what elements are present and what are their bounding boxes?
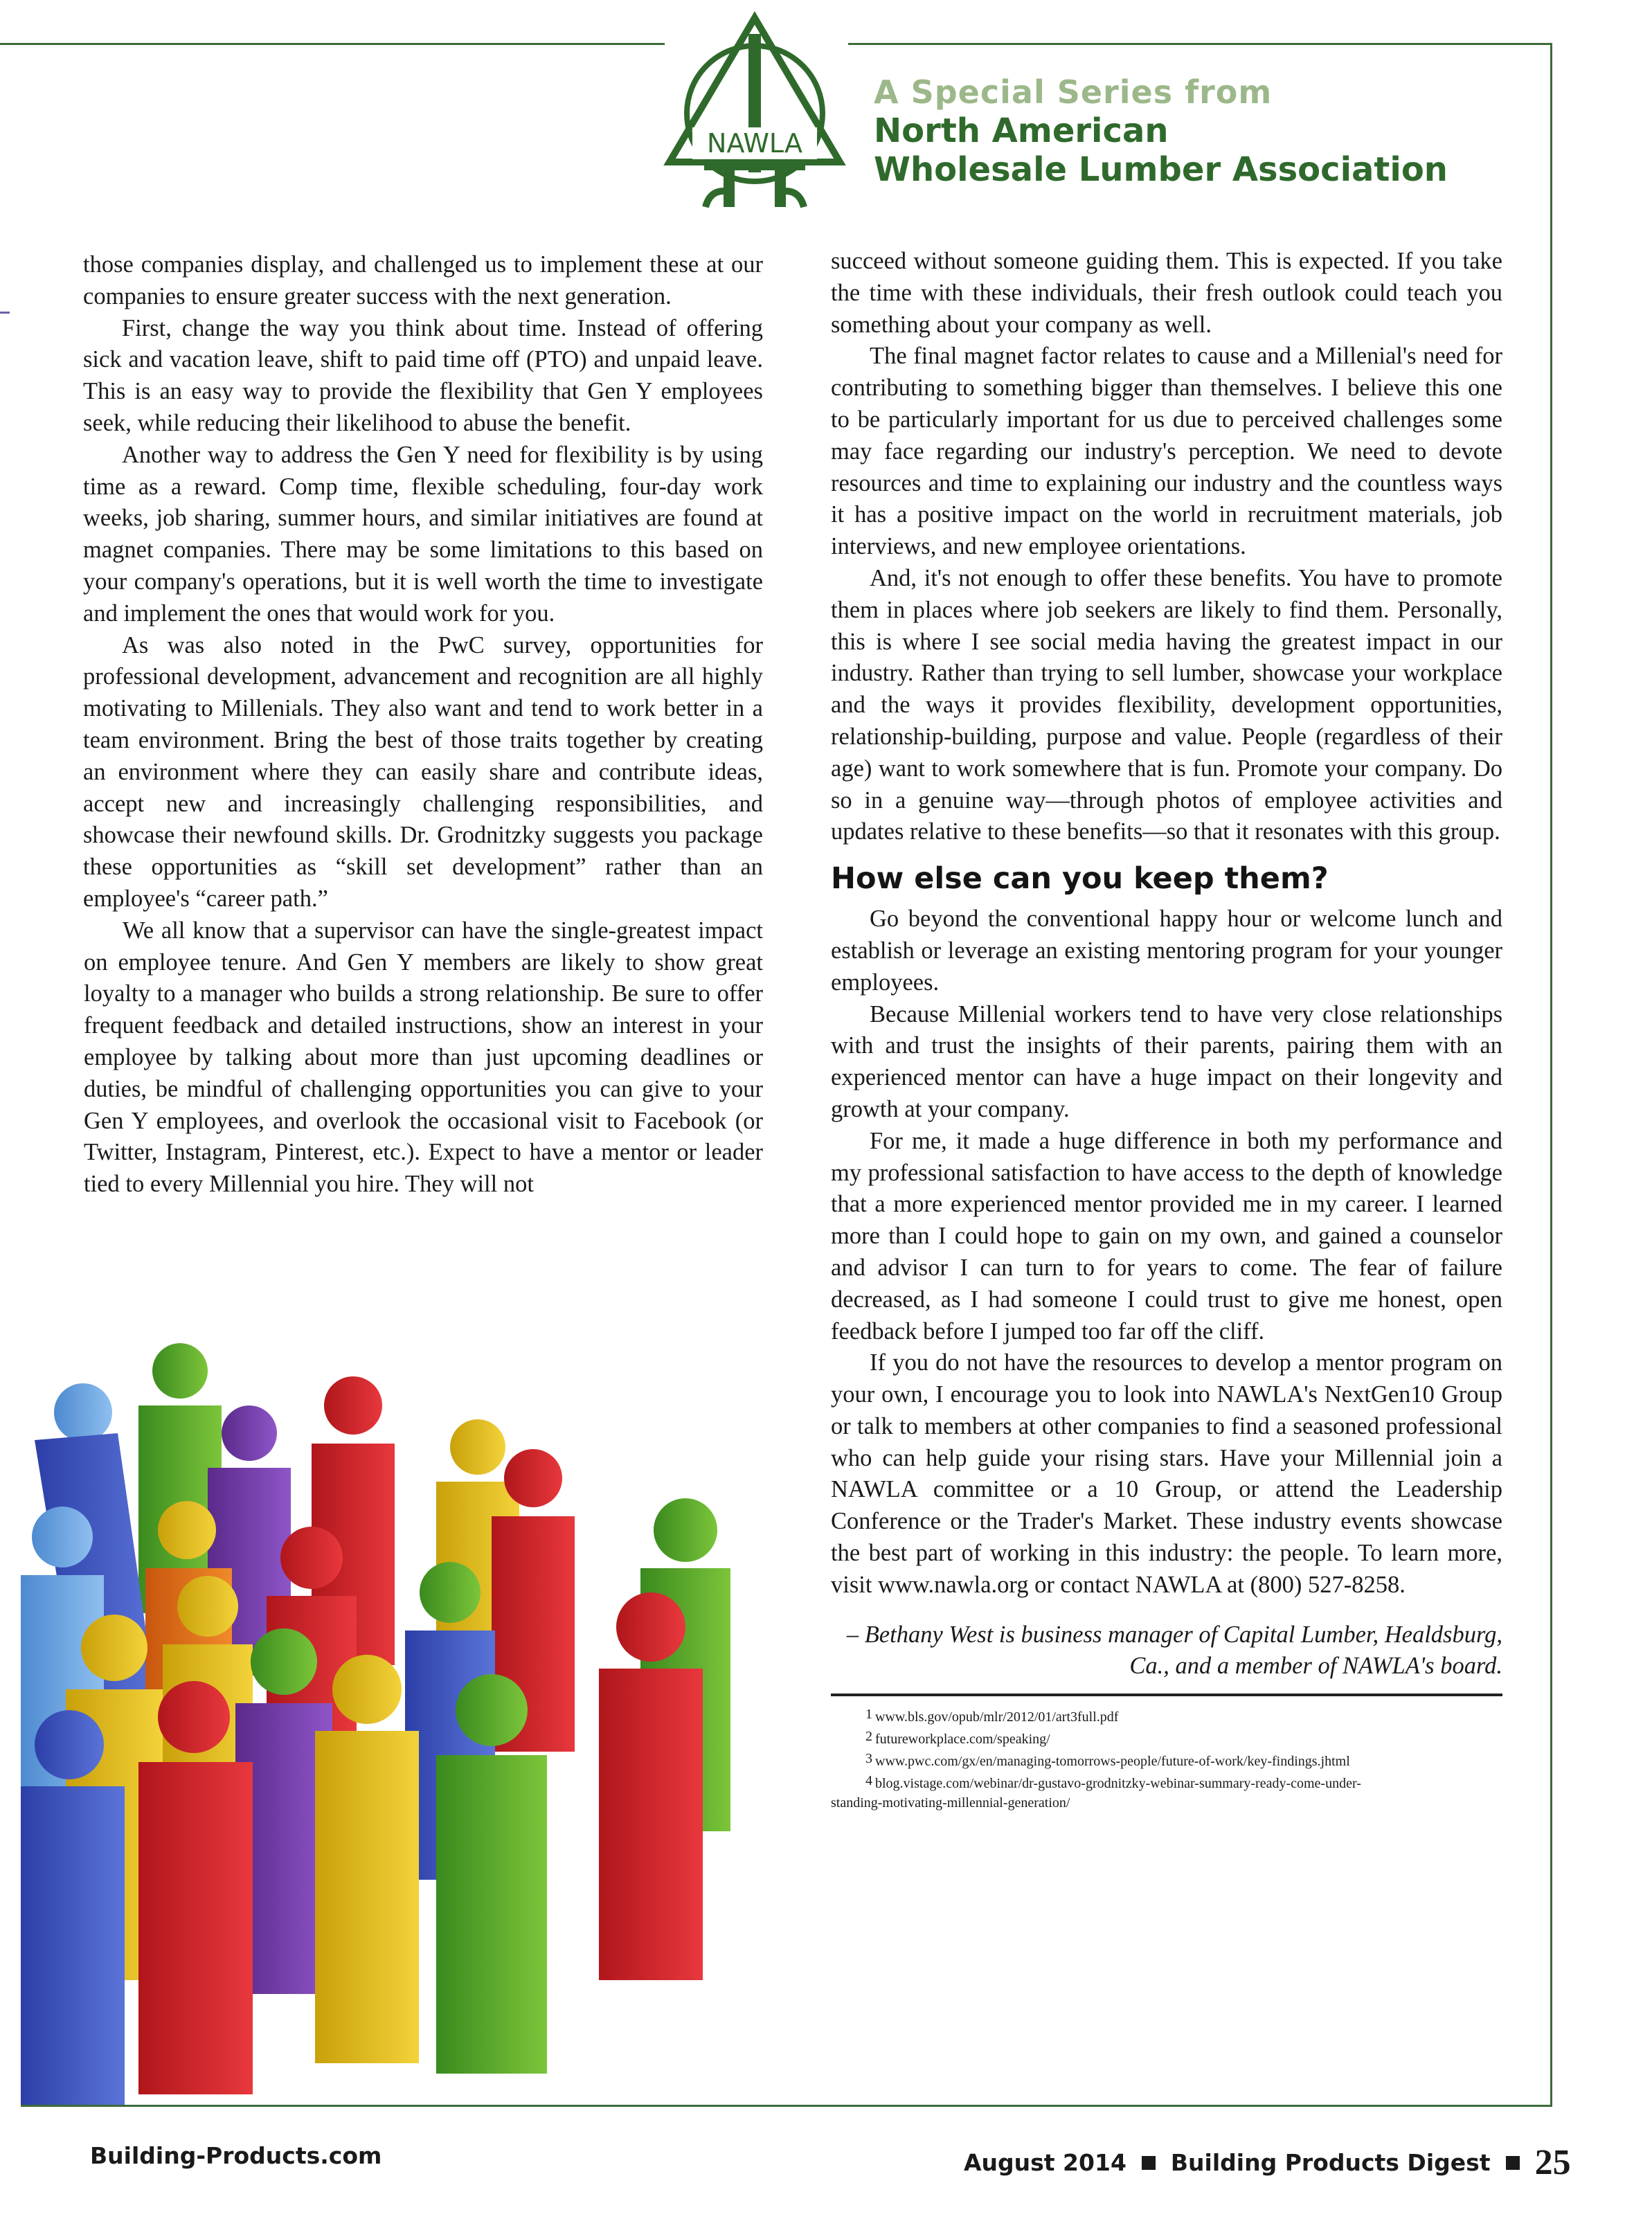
footnote-rule xyxy=(831,1694,1502,1696)
frame-rule-right xyxy=(1550,43,1552,2105)
footer-website: Building-Products.com xyxy=(90,2142,382,2169)
series-line-2: North American xyxy=(874,111,1169,150)
left-column xyxy=(83,249,763,1387)
figure-front-row xyxy=(21,1592,703,2105)
right-column xyxy=(831,246,1502,1813)
right-paragraph-6: For me, it made a huge difference in both my performance and my professional satisfaction to have access to the depth of knowledge that a more experienced mentor provided me in my career. I learned more than I could hope to gain on my own, and gained a counselor and advisor I can turn to for years to come. The fear of failure decreased, as I had someone I could trust to give me honest, open feedback before I jumped too far off the cliff. xyxy=(831,1127,1502,1345)
footer-publication: Building Products Digest xyxy=(1170,2149,1491,2176)
footnote-2-link[interactable]: futureworkplace.com/speaking/ xyxy=(875,1732,1050,1748)
right-paragraph-4: Go beyond the conventional happy hour or welcome lunch and establish or leverage an existing mentoring program for your younger employees. xyxy=(831,906,1502,996)
right-paragraph-2: The final magnet factor relates to cause and a Millenial's need for contributing to something bigger than themselves. I believe this one to be particularly important for us due to perceived challenges some may face regarding our industry's perception. We need to devote resources and time to explaining our industry and the countless ways it has a positive impact on the world in recruitment materials, job interviews, and new employee orientations. xyxy=(831,343,1502,560)
square-bullet-icon xyxy=(1142,2156,1156,2170)
nawla-logo-icon xyxy=(661,10,848,210)
left-paragraph-2: First, change the way you think about time. Instead of offering sick and vacation leave, shift to paid time off (PTO) and unpaid leave. This is an easy way to provide the flexibility that Gen Y employees seek, while reducing their likelihood to abuse the benefit. xyxy=(83,314,763,436)
left-paragraph-4: As was also noted in the PwC survey, opportunities for professional development, advancement and recognition are all highly motivating to Millenials. They also want and tend to work better in a team environment. Bring the best of those traits together by creating an environment where they can easily share and contribute ideas, accept new and increasingly challenging responsibilities, and showcase their newfound skills. Dr. Grodnitzky suggests you package these opportunities as “skill set development” rather than an employee's “career path.” xyxy=(83,631,763,912)
left-paragraph-3: Another way to address the Gen Y need for flexibility is by using time as a reward. Comp time, flexible scheduling, four-day work weeks, job sharing, summer hours, and similar initiatives are found at magnet companies. There may be some limitations to this based on your company's operations, but it is well worth the time to investigate and implement the ones that would work for you. xyxy=(83,441,763,627)
footnote-1: $^1$ www.bls.gov/opub/mlr/2012/01/art3full.pdf xyxy=(865,1707,1119,1725)
series-header xyxy=(874,73,1448,189)
page-number: 25 xyxy=(1534,2143,1571,2182)
footnote-4: $^4$ blog.vistage.com/webinar/dr-gustavo-grodnitzky-webinar-summary-ready-come-under- xyxy=(865,1773,1361,1792)
right-paragraph-3: And, it's not enough to offer these benefits. You have to promote them in places where job seekers are likely to find them. Personally, this is where I see social media having the greatest impact in our industry. Rather than trying to sell lumber, showcase your workplace and the ways it provides flexibility, development opportunities, relationship-building, purpose and value. People (regardless of their age) want to work somewhere that is fun. Promote your company. Do so in a genuine way—through photos of employee activities and updates relative to these benefits—so that it resonates with this group. xyxy=(831,564,1502,845)
people-figures-illustration xyxy=(21,1329,755,2105)
square-bullet-icon xyxy=(1506,2156,1520,2170)
footnote-2: $^2$ futureworkplace.com/speaking/ xyxy=(865,1729,1050,1748)
frame-rule-bottom xyxy=(21,2105,1552,2107)
section-heading: How else can you keep them? xyxy=(831,861,1329,897)
series-line-1: A Special Series from xyxy=(874,73,1273,111)
edge-mark xyxy=(0,312,10,314)
frame-rule-top-right xyxy=(848,43,1552,45)
right-paragraph-1: succeed without someone guiding them. This is expected. If you take the time with these individuals, their fresh outlook could teach you something about your company as well. xyxy=(831,248,1502,338)
footnote-3-link[interactable]: www.pwc.com/gx/en/managing-tomorrows-people/future-of-work/key-findings.jhtml xyxy=(875,1754,1350,1770)
footnote-3: $^3$ www.pwc.com/gx/en/managing-tomorrows-people/future-of-work/key-findings.jhtml xyxy=(865,1751,1350,1770)
footer-issue-info xyxy=(964,2142,1571,2183)
logo-text: NAWLA xyxy=(707,128,802,159)
left-paragraph-5: We all know that a supervisor can have the single-greatest impact on employee tenure. And Gen Y members are likely to show great loyalty to a manager who builds a strong relationship. Be sure to offer frequent feedback and detailed instructions, show an interest in your employee by talking about more than just upcoming deadlines or duties, be mindful of challenging opportunities you can give to your Gen Y employees, and overlook the occasional visit to Facebook (or Twitter, Instagram, Pinterest, etc.). Expect to have a mentor or leader tied to every Millennial you hire. They will not xyxy=(84,917,763,1198)
left-paragraph-1: those companies display, and challenged us to implement these at our companies to ensure greater success with the next generation. xyxy=(83,251,763,309)
right-paragraph-5: Because Millenial workers tend to have very close relationships with and trust the insights of their parents, pairing them with an experienced mentor can have a huge impact on their longevity and growth at your company. xyxy=(831,1000,1502,1122)
footnotes xyxy=(831,1705,1502,1813)
footer-issue-date: August 2014 xyxy=(964,2149,1126,2176)
footnote-4-continuation: standing-motivating-millennial-generation/ xyxy=(831,1795,1070,1811)
frame-rule-top-left xyxy=(0,43,665,45)
author-byline: – Bethany West is business manager of Capital Lumber, Healdsburg, Ca., and a member of NAWLA's board. xyxy=(846,1621,1502,1680)
footnote-1-link[interactable]: www.bls.gov/opub/mlr/2012/01/art3full.pdf xyxy=(875,1709,1119,1725)
footnote-4-link[interactable]: blog.vistage.com/webinar/dr-gustavo-grodnitzky-webinar-summary-ready-come-under- xyxy=(875,1776,1361,1792)
right-paragraph-7: If you do not have the resources to develop a mentor program on your own, I encourage you to look into NAWLA's NextGen10 Group or talk to members at other companies to find a seasoned professional who can help guide your rising stars. Have your Millennial join a NAWLA committee or a 10 Group, or attend the Leadership Conference or the Trader's Market. These industry events showcase the best part of working in this industry: the people. To learn more, visit www.nawla.org or contact NAWLA at (800) 527-8258. xyxy=(831,1349,1502,1598)
series-line-3: Wholesale Lumber Association xyxy=(874,150,1448,189)
